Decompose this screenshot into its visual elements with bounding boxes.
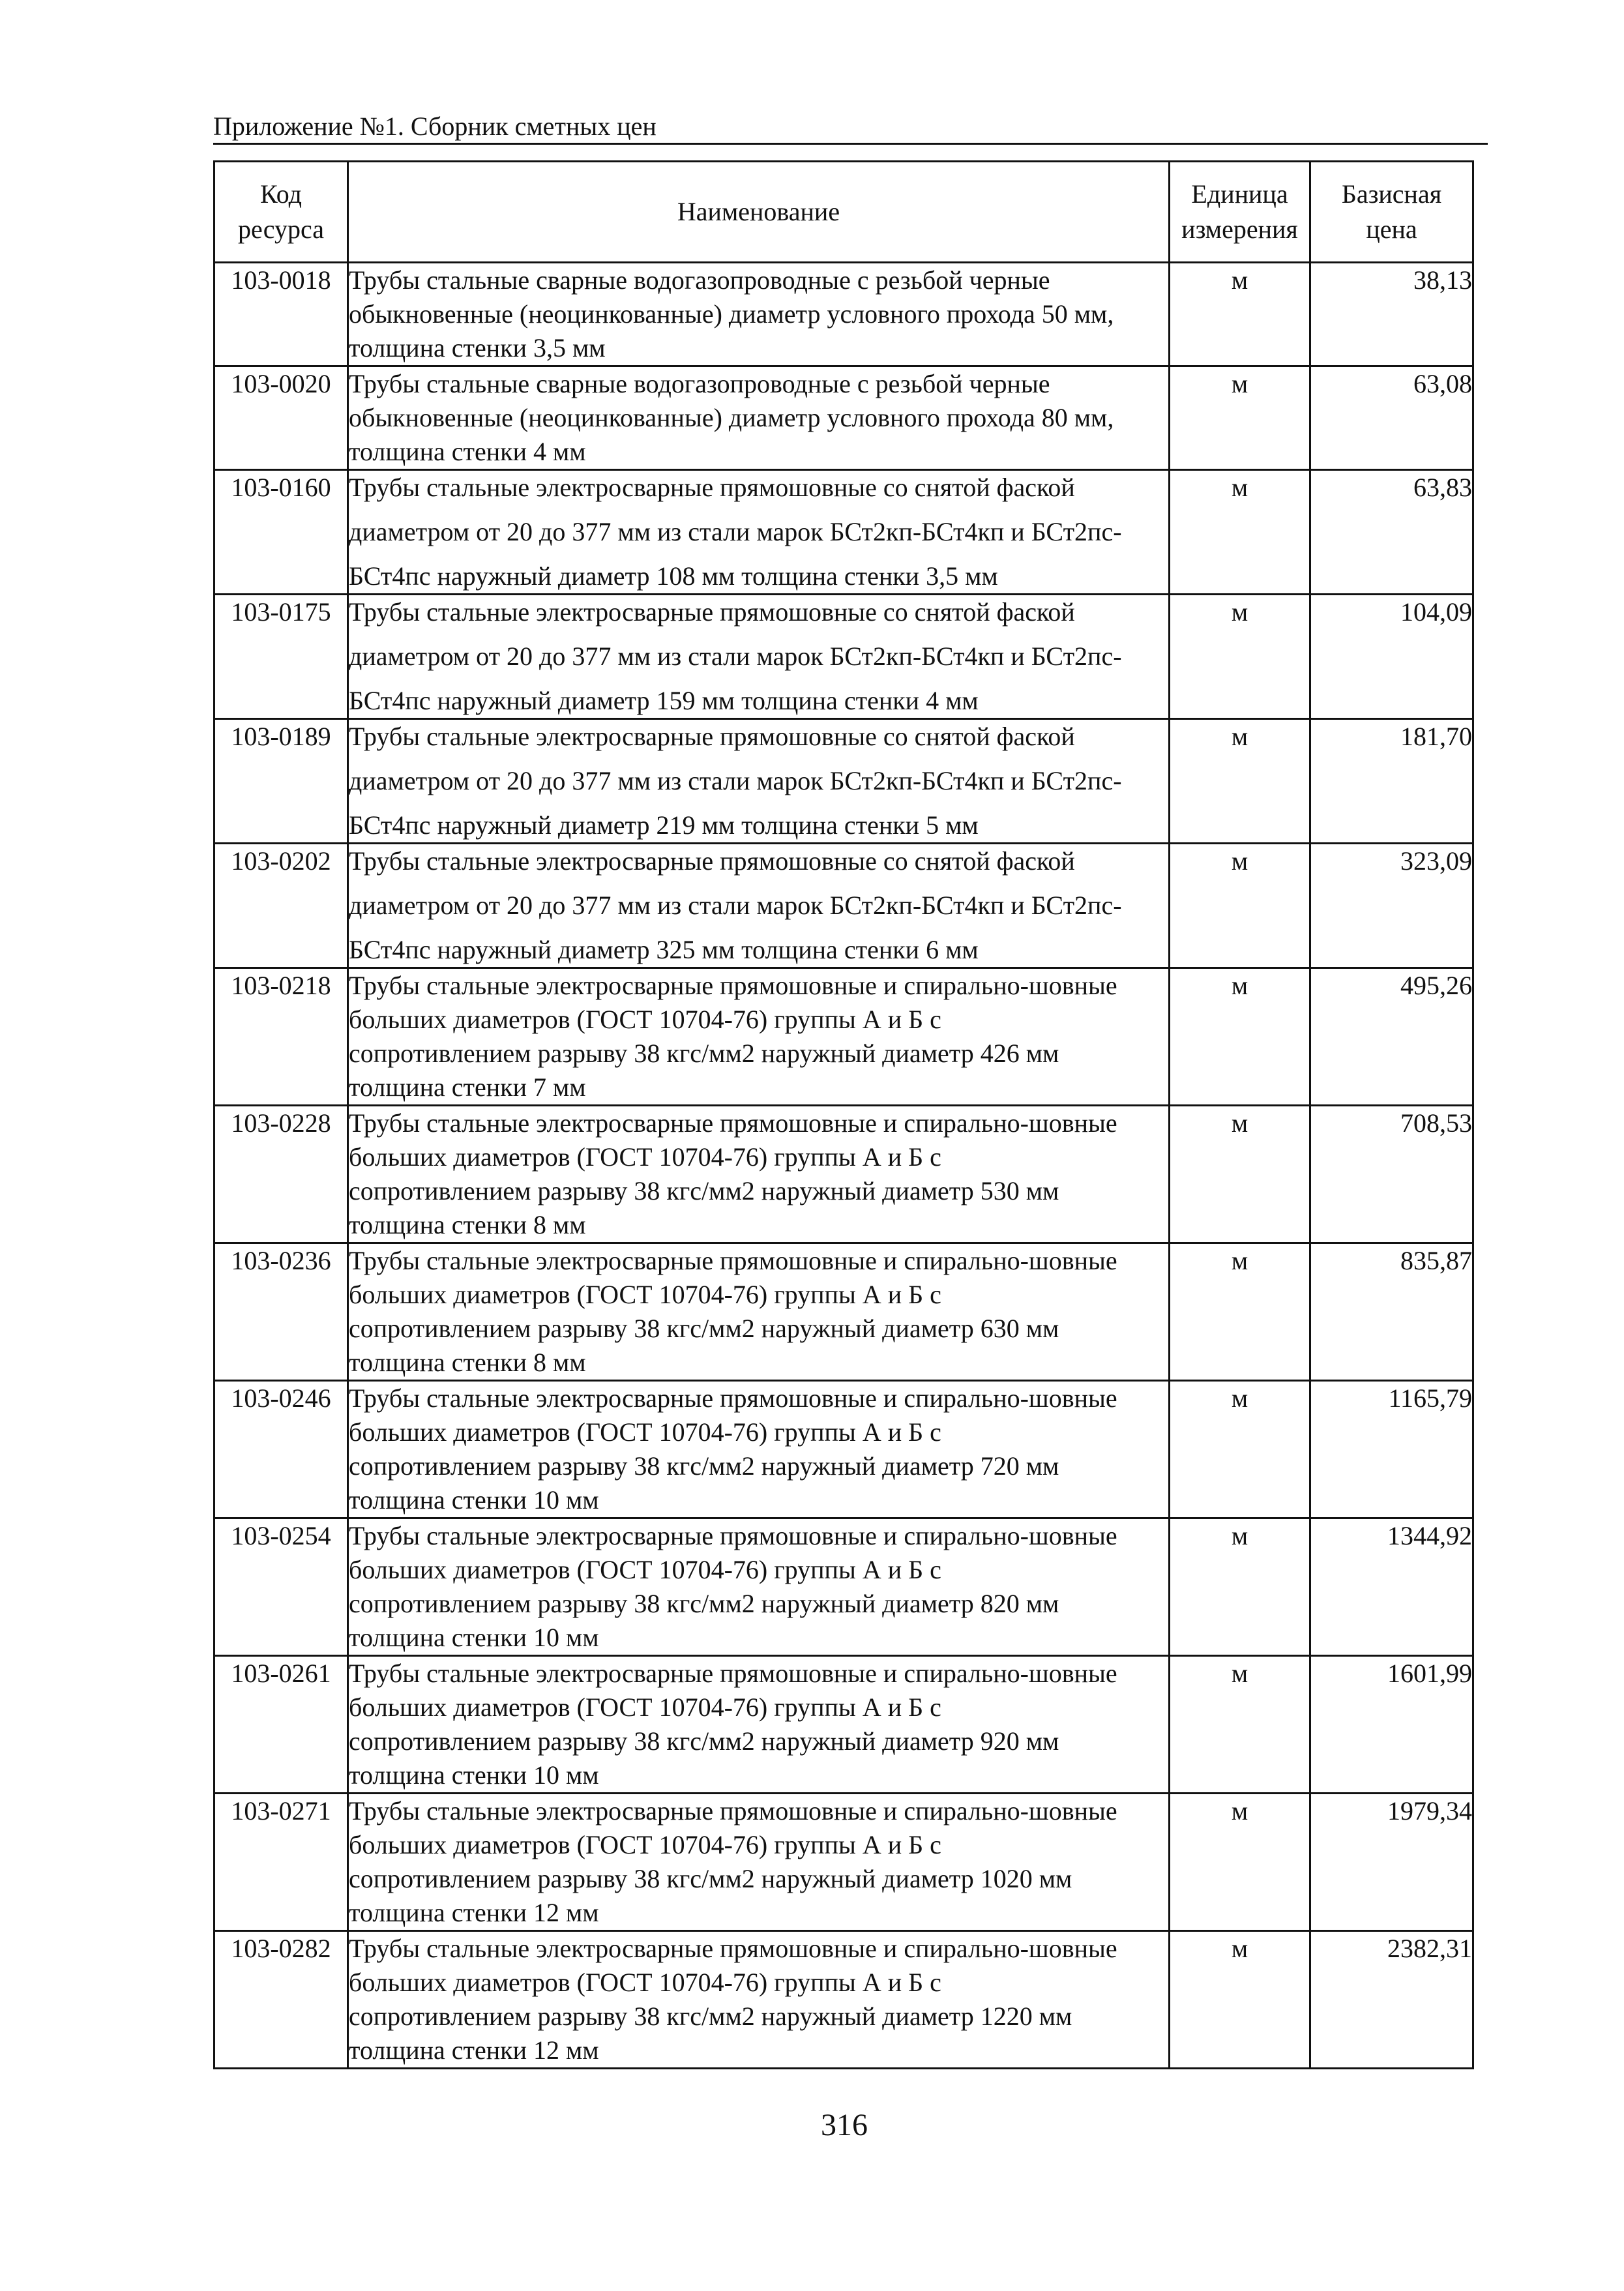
resource-name-cell	[348, 1243, 1170, 1381]
table-row	[214, 1381, 1473, 1518]
resource-name-line: Трубы стальные электросварные прямошовные со снятой фаской	[349, 846, 1075, 876]
table-row	[214, 1931, 1473, 2069]
resource-name-line: Трубы стальные электросварные прямошовные и спирально-шовные	[349, 971, 1117, 1000]
base-price-cell: 1165,79	[1310, 1381, 1473, 1518]
column-header-code	[214, 162, 348, 263]
unit-cell: м	[1170, 968, 1310, 1106]
resource-code-cell: 103-0261	[214, 1656, 348, 1794]
resource-code-cell: 103-0189	[214, 719, 348, 844]
base-price-cell: 104,09	[1310, 595, 1473, 719]
table-row	[214, 1656, 1473, 1794]
resource-name-line: БСт4пс наружный диаметр 325 мм толщина стенки 6 мм	[349, 935, 979, 964]
unit-cell: м	[1170, 1243, 1310, 1381]
unit-cell: м	[1170, 1381, 1310, 1518]
resource-name-line: Трубы стальные электросварные прямошовные и спирально-шовные	[349, 1246, 1117, 1275]
table-row	[214, 470, 1473, 595]
resource-name-line: больших диаметров (ГОСТ 10704-76) группы А и Б с	[349, 1692, 941, 1722]
resource-name-cell	[348, 1794, 1170, 1931]
resource-name-line: сопротивлением разрыву 38 кгс/мм2 наружный диаметр 720 мм	[349, 1451, 1059, 1481]
resource-code-cell: 103-0020	[214, 366, 348, 470]
resource-name-line: Трубы стальные электросварные прямошовные со снятой фаской	[349, 473, 1075, 502]
resource-name-line: толщина стенки 10 мм	[349, 1623, 599, 1652]
table-row	[214, 263, 1473, 366]
resource-name-line: сопротивлением разрыву 38 кгс/мм2 наружный диаметр 630 мм	[349, 1314, 1059, 1343]
table-header-row	[214, 162, 1473, 263]
resource-name-line: Трубы стальные электросварные прямошовные со снятой фаской	[349, 722, 1075, 751]
base-price-cell: 323,09	[1310, 844, 1473, 968]
table-row	[214, 1243, 1473, 1381]
resource-name-line: толщина стенки 4 мм	[349, 437, 586, 466]
resource-name-line: Трубы стальные сварные водогазопроводные с резьбой черные	[349, 369, 1050, 398]
resource-name-cell	[348, 844, 1170, 968]
unit-cell: м	[1170, 263, 1310, 366]
table-row	[214, 1106, 1473, 1243]
resource-name-line: БСт4пс наружный диаметр 108 мм толщина стенки 3,5 мм	[349, 561, 998, 591]
column-header-name: Наименование	[348, 162, 1170, 263]
resource-name-line: толщина стенки 8 мм	[349, 1210, 586, 1239]
resource-name-line: больших диаметров (ГОСТ 10704-76) группы А и Б с	[349, 1005, 941, 1034]
unit-cell: м	[1170, 719, 1310, 844]
resource-name-line: Трубы стальные электросварные прямошовные и спирально-шовные	[349, 1934, 1117, 1963]
base-price-cell: 835,87	[1310, 1243, 1473, 1381]
resource-name-line: сопротивлением разрыву 38 кгс/мм2 наружный диаметр 530 мм	[349, 1176, 1059, 1205]
resource-code-cell: 103-0160	[214, 470, 348, 595]
resource-name-line: обыкновенные (неоцинкованные) диаметр условного прохода 80 мм,	[349, 403, 1114, 432]
resource-code-cell: 103-0175	[214, 595, 348, 719]
resource-code-cell: 103-0202	[214, 844, 348, 968]
resource-name-line: толщина стенки 3,5 мм	[349, 333, 606, 362]
unit-cell: м	[1170, 1656, 1310, 1794]
resource-name-line: сопротивлением разрыву 38 кгс/мм2 наружный диаметр 1220 мм	[349, 2002, 1072, 2031]
column-header-unit-line: измерения	[1181, 214, 1298, 244]
resource-code-cell: 103-0228	[214, 1106, 348, 1243]
resource-name-cell	[348, 470, 1170, 595]
column-header-code-line: ресурса	[238, 214, 324, 244]
base-price-cell: 2382,31	[1310, 1931, 1473, 2069]
resource-name-cell	[348, 1106, 1170, 1243]
resource-name-cell	[348, 1518, 1170, 1656]
resource-name-line: толщина стенки 12 мм	[349, 2035, 599, 2065]
resource-name-line: Трубы стальные сварные водогазопроводные с резьбой черные	[349, 265, 1050, 295]
unit-cell: м	[1170, 595, 1310, 719]
table-row	[214, 366, 1473, 470]
resource-name-line: Трубы стальные электросварные прямошовные и спирально-шовные	[349, 1521, 1117, 1550]
resource-name-line: больших диаметров (ГОСТ 10704-76) группы А и Б с	[349, 1555, 941, 1584]
table-row	[214, 844, 1473, 968]
resource-name-line: толщина стенки 10 мм	[349, 1760, 599, 1790]
page-number: 316	[821, 2108, 868, 2142]
table-row	[214, 1518, 1473, 1656]
resource-name-cell	[348, 263, 1170, 366]
resource-name-line: диаметром от 20 до 377 мм из стали марок БСт2кп-БСт4кп и БСт2пс-	[349, 642, 1122, 671]
resource-code-cell: 103-0246	[214, 1381, 348, 1518]
base-price-cell: 181,70	[1310, 719, 1473, 844]
unit-cell: м	[1170, 1931, 1310, 2069]
resource-name-line: больших диаметров (ГОСТ 10704-76) группы А и Б с	[349, 1417, 941, 1447]
resource-name-line: диаметром от 20 до 377 мм из стали марок БСт2кп-БСт4кп и БСт2пс-	[349, 891, 1122, 920]
resource-name-line: Трубы стальные электросварные прямошовные и спирально-шовные	[349, 1659, 1117, 1688]
column-header-price-line: Базисная	[1341, 179, 1442, 209]
unit-cell: м	[1170, 844, 1310, 968]
resource-name-line: Трубы стальные электросварные прямошовные и спирально-шовные	[349, 1383, 1117, 1413]
base-price-cell: 1344,92	[1310, 1518, 1473, 1656]
resource-name-line: БСт4пс наружный диаметр 219 мм толщина стенки 5 мм	[349, 810, 979, 840]
base-price-cell: 38,13	[1310, 263, 1473, 366]
resource-name-line: обыкновенные (неоцинкованные) диаметр условного прохода 50 мм,	[349, 299, 1114, 329]
resource-name-line: диаметром от 20 до 377 мм из стали марок БСт2кп-БСт4кп и БСт2пс-	[349, 766, 1122, 795]
resource-code-cell: 103-0282	[214, 1931, 348, 2069]
resource-name-line: больших диаметров (ГОСТ 10704-76) группы А и Б с	[349, 1142, 941, 1172]
column-header-price-line: цена	[1366, 214, 1417, 244]
column-header-price	[1310, 162, 1473, 263]
resource-code-cell: 103-0236	[214, 1243, 348, 1381]
resource-name-line: больших диаметров (ГОСТ 10704-76) группы А и Б с	[349, 1830, 941, 1859]
resource-name-line: Трубы стальные электросварные прямошовные и спирально-шовные	[349, 1108, 1117, 1138]
page-header-title: Приложение №1. Сборник сметных цен	[213, 111, 657, 141]
table-body	[214, 263, 1473, 2069]
resource-name-cell	[348, 595, 1170, 719]
resource-name-cell	[348, 968, 1170, 1106]
resource-name-line: сопротивлением разрыву 38 кгс/мм2 наружный диаметр 920 мм	[349, 1726, 1059, 1756]
header-divider	[213, 143, 1488, 145]
base-price-cell: 708,53	[1310, 1106, 1473, 1243]
price-table	[213, 160, 1474, 2069]
resource-name-line: диаметром от 20 до 377 мм из стали марок БСт2кп-БСт4кп и БСт2пс-	[349, 517, 1122, 546]
base-price-cell: 1979,34	[1310, 1794, 1473, 1931]
resource-name-line: толщина стенки 8 мм	[349, 1348, 586, 1377]
resource-name-cell	[348, 1931, 1170, 2069]
resource-name-line: больших диаметров (ГОСТ 10704-76) группы А и Б с	[349, 1280, 941, 1309]
base-price-cell: 495,26	[1310, 968, 1473, 1106]
resource-name-line: Трубы стальные электросварные прямошовные со снятой фаской	[349, 597, 1075, 627]
table-row	[214, 968, 1473, 1106]
column-header-unit-line: Единица	[1191, 179, 1288, 209]
resource-name-cell	[348, 1656, 1170, 1794]
resource-name-line: БСт4пс наружный диаметр 159 мм толщина стенки 4 мм	[349, 686, 979, 715]
resource-name-line: Трубы стальные электросварные прямошовные и спирально-шовные	[349, 1796, 1117, 1825]
table-row	[214, 595, 1473, 719]
unit-cell: м	[1170, 1518, 1310, 1656]
base-price-cell: 1601,99	[1310, 1656, 1473, 1794]
base-price-cell: 63,08	[1310, 366, 1473, 470]
column-header-code-line: Код	[260, 179, 302, 209]
base-price-cell: 63,83	[1310, 470, 1473, 595]
resource-name-cell	[348, 1381, 1170, 1518]
unit-cell: м	[1170, 366, 1310, 470]
resource-code-cell: 103-0018	[214, 263, 348, 366]
unit-cell: м	[1170, 1794, 1310, 1931]
unit-cell: м	[1170, 1106, 1310, 1243]
resource-code-cell: 103-0271	[214, 1794, 348, 1931]
resource-code-cell: 103-0218	[214, 968, 348, 1106]
unit-cell: м	[1170, 470, 1310, 595]
resource-name-line: толщина стенки 10 мм	[349, 1485, 599, 1515]
table-row	[214, 1794, 1473, 1931]
resource-name-line: толщина стенки 12 мм	[349, 1898, 599, 1927]
resource-name-line: сопротивлением разрыву 38 кгс/мм2 наружный диаметр 426 мм	[349, 1039, 1059, 1068]
resource-name-cell	[348, 366, 1170, 470]
column-header-unit	[1170, 162, 1310, 263]
resource-name-cell	[348, 719, 1170, 844]
resource-name-line: сопротивлением разрыву 38 кгс/мм2 наружный диаметр 1020 мм	[349, 1864, 1072, 1893]
resource-name-line: сопротивлением разрыву 38 кгс/мм2 наружный диаметр 820 мм	[349, 1589, 1059, 1618]
resource-name-line: толщина стенки 7 мм	[349, 1072, 586, 1102]
resource-name-line: больших диаметров (ГОСТ 10704-76) группы А и Б с	[349, 1968, 941, 1997]
resource-code-cell: 103-0254	[214, 1518, 348, 1656]
table-row	[214, 719, 1473, 844]
